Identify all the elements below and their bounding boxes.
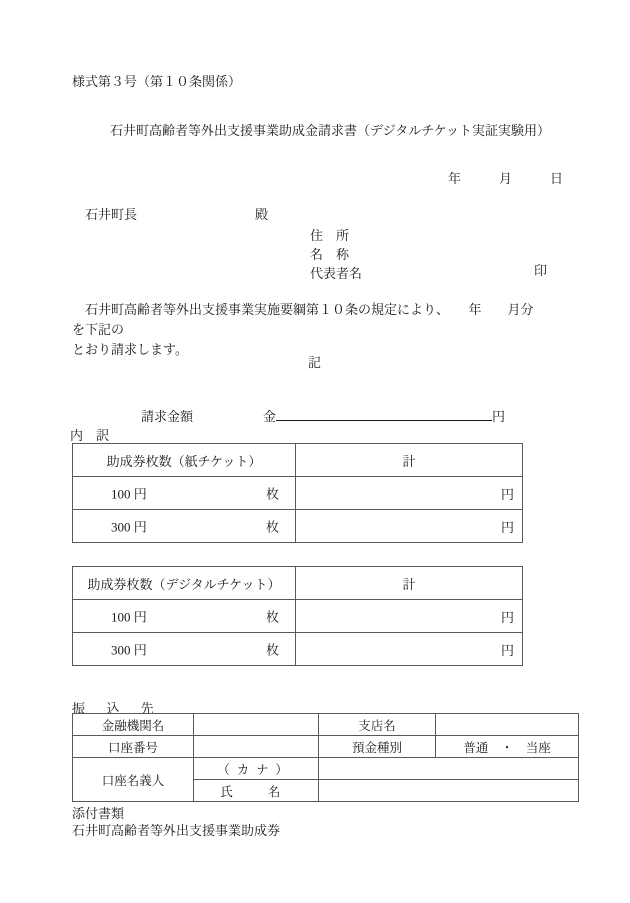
digital-row1-total-cell[interactable] bbox=[296, 633, 523, 666]
applicant-address-label: 住 所 bbox=[310, 228, 350, 243]
addressee-line bbox=[72, 188, 268, 243]
paper-tickets-table bbox=[72, 443, 523, 543]
claim-amount-unit: 円 bbox=[492, 409, 506, 424]
date-month-label: 月 bbox=[499, 171, 513, 187]
claim-amount-label: 請求金額 bbox=[141, 409, 194, 424]
applicant-block bbox=[310, 225, 362, 282]
bank-holder-kana-label: （カナ） bbox=[194, 758, 319, 780]
paper-header-left: 助成券枚数（紙チケット） bbox=[73, 444, 296, 477]
date-day-label: 日 bbox=[550, 171, 564, 187]
breakdown-label: 内 訳 bbox=[70, 428, 110, 443]
digital-row1-count-unit: 枚 bbox=[265, 642, 279, 658]
form-number: 様式第３号（第１０条関係） bbox=[72, 74, 242, 89]
table-row bbox=[73, 477, 523, 510]
table-row bbox=[73, 600, 523, 633]
table-row bbox=[73, 510, 523, 543]
digital-row1-count-cell[interactable] bbox=[73, 633, 296, 666]
bank-section-label: 振 込 先 bbox=[72, 701, 158, 716]
paper-row1-total-unit: 円 bbox=[500, 519, 514, 535]
paper-row1-count-cell[interactable] bbox=[73, 510, 296, 543]
paper-row1-denomination: 300 円 bbox=[111, 519, 147, 535]
clause-line-2: とおり請求します。 bbox=[72, 342, 188, 358]
paper-header-right: 計 bbox=[296, 444, 523, 477]
paper-row0-total-cell[interactable] bbox=[296, 477, 523, 510]
digital-row0-total-cell[interactable] bbox=[296, 600, 523, 633]
bank-branch-label: 支店名 bbox=[319, 714, 436, 736]
ki-marker: 記 bbox=[308, 355, 322, 370]
bank-holder-kana-value[interactable] bbox=[319, 758, 579, 780]
seal-mark: 印 bbox=[534, 263, 548, 278]
bank-account-row bbox=[73, 736, 579, 758]
addressee-name: 石井町長 bbox=[85, 207, 138, 223]
bank-branch-value[interactable] bbox=[436, 714, 579, 736]
digital-row0-total-unit: 円 bbox=[500, 609, 514, 625]
digital-header-right: 計 bbox=[296, 567, 523, 600]
bank-holder-name-label: 氏 名 bbox=[194, 780, 319, 802]
claim-amount-row bbox=[128, 390, 505, 441]
addressee-honorific: 殿 bbox=[255, 207, 269, 223]
table-header-row bbox=[73, 567, 523, 600]
claim-amount-kin: 金 bbox=[263, 409, 277, 424]
digital-header-left: 助成券枚数（デジタルチケット） bbox=[73, 567, 296, 600]
bank-deposit-type-label: 預金種別 bbox=[319, 736, 436, 758]
bank-holder-label: 口座名義人 bbox=[73, 758, 194, 802]
bank-institution-value[interactable] bbox=[194, 714, 319, 736]
digital-row1-total-unit: 円 bbox=[500, 642, 514, 658]
clause-line-1: 石井町高齢者等外出支援事業実施要綱第１０条の規定により、 年 月分を下記の bbox=[72, 302, 534, 338]
table-header-row bbox=[73, 444, 523, 477]
paper-row0-count-cell[interactable] bbox=[73, 477, 296, 510]
date-line bbox=[435, 152, 563, 207]
bank-institution-row bbox=[73, 714, 579, 736]
paper-row0-denomination: 100 円 bbox=[111, 486, 147, 502]
bank-institution-label: 金融機関名 bbox=[73, 714, 194, 736]
paper-row0-count-unit: 枚 bbox=[265, 486, 279, 502]
digital-tickets-table bbox=[72, 566, 523, 666]
attachment-item: 石井町高齢者等外出支援事業助成券 bbox=[72, 823, 281, 838]
digital-row0-count-cell[interactable] bbox=[73, 600, 296, 633]
bank-holder-name-value[interactable] bbox=[319, 780, 579, 802]
bank-account-number-value[interactable] bbox=[194, 736, 319, 758]
bank-deposit-type-options[interactable]: 普通 ・ 当座 bbox=[436, 736, 579, 758]
bank-transfer-table bbox=[72, 713, 579, 802]
date-year-label: 年 bbox=[448, 171, 462, 187]
bank-account-number-label: 口座番号 bbox=[73, 736, 194, 758]
attachments-label: 添付書類 bbox=[72, 806, 125, 821]
bank-holder-kana-row bbox=[73, 758, 579, 780]
applicant-name-label: 名 称 bbox=[310, 247, 350, 262]
claim-amount-input[interactable] bbox=[276, 406, 492, 421]
digital-row0-count-unit: 枚 bbox=[265, 609, 279, 625]
digital-row1-denomination: 300 円 bbox=[111, 642, 147, 658]
paper-row1-count-unit: 枚 bbox=[265, 519, 279, 535]
paper-row0-total-unit: 円 bbox=[500, 486, 514, 502]
table-row bbox=[73, 633, 523, 666]
request-clause bbox=[72, 300, 542, 360]
applicant-representative-label: 代表者名 bbox=[310, 266, 363, 281]
paper-row1-total-cell[interactable] bbox=[296, 510, 523, 543]
document-title: 石井町高齢者等外出支援事業助成金請求書（デジタルチケット実証実験用） bbox=[110, 123, 551, 138]
digital-row0-denomination: 100 円 bbox=[111, 609, 147, 625]
